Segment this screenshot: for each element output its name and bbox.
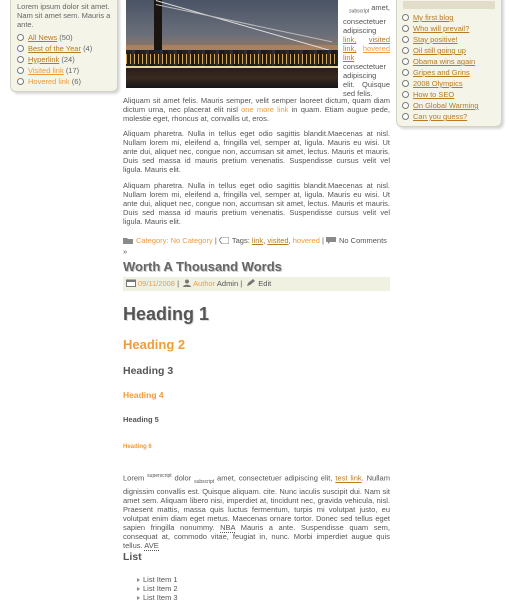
bullet-icon: [402, 25, 409, 32]
ave-abbr: AVE: [144, 541, 159, 550]
bullet-icon: [17, 56, 24, 63]
post-date-bar: 09/11/2008 | Author Admin | Edit: [123, 277, 390, 291]
recent-post-link[interactable]: 2008 Olympics: [413, 79, 463, 88]
bullet-icon: [17, 45, 24, 52]
recent-post-link[interactable]: How to SEO: [413, 90, 455, 99]
bullet-icon: [17, 34, 24, 41]
left-sidebar: [10, 0, 118, 92]
lorem-paragraph: Lorem $^{superscript}$ dolor $_{subscript}$ amet, consectetuer adipiscing elit, test link. Nullam dignissim convallis est. Quisque aliquam. cite. Nunc iaculis suscipit dui. Nam sit amet sem. Aliquam libero nisi, imperdiet at, tincidunt nec, gravida vehicula, nisl. Praesent mattis, massa quis luctus fermentum, turpis mi volutpat justo, eu volutpat enim diam eget metus. Maecenas ornare tortor. Donec sed tellus eget sapien fringilla nonummy. NBA Mauris a ante. Suspendisse quam sem, consequat at, commodo vitae, feugiat in, nunc. Morbi imperdiet augue quis tellus. AVE: [123, 473, 390, 550]
recent-post-link[interactable]: On Global Warming: [413, 101, 479, 110]
recent-post-link[interactable]: Can you guess?: [413, 112, 468, 121]
post-paragraph: Aliquam pharetra. Nulla in tellus eget odio sagittis blandit.Maecenas at nisl. Nullam lorem mi, eleifend a, fringilla vel, semper at, ligula. Mauris eu wisi. Ut ante dui, aliquet nec, congue non, accumsan sit amet, lectus. Mauris et mauris. Duis sed massa id mauris pretium venenatis. Suspendisse cursus velit vel ligula. Mauris elit.: [123, 181, 390, 226]
bullet-icon: [402, 58, 409, 65]
post-title[interactable]: Worth A Thousand Words: [123, 259, 282, 274]
hovered-link[interactable]: hovered: [362, 43, 390, 53]
tag-link[interactable]: hovered: [292, 236, 320, 245]
category-link-visited[interactable]: Visited link: [28, 66, 64, 75]
category-item: Hyperlink (24): [17, 54, 92, 65]
tag-link[interactable]: link: [251, 236, 264, 245]
bullet-icon: [402, 69, 409, 76]
recent-post-item: [402, 23, 479, 34]
heading-1: Heading 1: [123, 304, 210, 324]
arrow-right-icon: [137, 578, 140, 582]
recent-post-link[interactable]: Gripes and Grins: [413, 68, 470, 77]
recent-post-link[interactable]: Obama wins again: [413, 57, 476, 66]
recent-post-item: [402, 111, 479, 122]
bullet-icon: [402, 80, 409, 87]
heading-6: Heading 6: [123, 444, 152, 450]
bullet-icon: [402, 36, 409, 43]
bullet-icon: [402, 14, 409, 21]
calendar-icon: [126, 279, 136, 287]
category-item: Visited link (17): [17, 65, 92, 76]
comment-icon: [326, 237, 336, 244]
recent-post-link[interactable]: Stay positive!: [413, 35, 458, 44]
heading-5: Heading 5: [123, 415, 159, 424]
bridge-photo: [126, 0, 338, 88]
category-link-hyperlink[interactable]: Hyperlink: [28, 55, 60, 64]
sidebar-intro-text: Lorem ipsum dolor sit amet. Nam sit amet sem. Mauris a ante.: [17, 2, 111, 29]
bullet-list: [137, 575, 178, 602]
bullet-icon: [402, 47, 409, 54]
tag-icon: [219, 237, 229, 244]
inline-link-2[interactable]: link,: [343, 43, 357, 53]
bullet-icon: [402, 91, 409, 98]
list-item: List Item 1: [137, 575, 178, 584]
folder-icon: [123, 237, 133, 244]
arrow-right-icon: [137, 587, 140, 591]
edit-link[interactable]: Edit: [258, 279, 272, 288]
recent-post-item: [402, 12, 479, 23]
recent-post-item: [402, 45, 479, 56]
post-date: 09/11/2008: [138, 279, 175, 288]
recent-post-item: [402, 67, 479, 78]
category-list: [17, 32, 92, 87]
recent-post-link[interactable]: My first blog: [413, 13, 454, 22]
bullet-icon: [402, 113, 409, 120]
heading-3: Heading 3: [123, 365, 174, 377]
category-link-best-of-year[interactable]: Best of the Year: [28, 44, 81, 53]
arrow-right-icon: [137, 596, 140, 600]
nba-abbr: NBA: [220, 523, 236, 532]
category-link[interactable]: No Category: [170, 236, 213, 245]
list-item: List Item 3: [137, 593, 178, 602]
category-item: Hovered link (6): [17, 76, 92, 87]
category-link-all-news[interactable]: All News: [28, 33, 58, 42]
category-item: All News (50): [17, 32, 92, 43]
post-meta-line: Category: No Category | Tags: link, visited, hovered | No Comments »: [123, 236, 387, 256]
tag-link[interactable]: visited: [267, 236, 289, 245]
recent-post-item: [402, 100, 479, 111]
edit-icon: [246, 279, 256, 287]
recent-post-item: [402, 56, 479, 67]
author-link[interactable]: Admin: [216, 279, 239, 288]
visited-link[interactable]: visited: [368, 34, 390, 44]
post-side-text: $_{subscript}$ amet, consectetuer adipiscing link, visited link, hovered link consectetuer adipiscing elit. Quisque sed felis.: [343, 3, 390, 98]
recent-posts-list: [402, 12, 479, 122]
one-more-link[interactable]: one more link: [241, 105, 289, 114]
heading-2: Heading 2: [123, 337, 186, 352]
inline-link-3[interactable]: link: [343, 52, 355, 62]
comments-link[interactable]: No Comments »: [123, 236, 387, 256]
category-item: Best of the Year (4): [17, 43, 92, 54]
recent-post-link[interactable]: Oil still going up: [413, 46, 466, 55]
bullet-icon: [17, 67, 24, 74]
bullet-icon: [17, 78, 24, 85]
recent-post-item: [402, 89, 479, 100]
list-item: List Item 2: [137, 584, 178, 593]
recent-post-item: [402, 78, 479, 89]
user-icon: [183, 279, 191, 287]
test-link[interactable]: test link: [335, 473, 362, 483]
post-paragraph: Aliquam pharetra. Nulla in tellus eget odio sagittis blandit.Maecenas at nisl. Nullam lorem mi, eleifend a, fringilla vel, semper at, ligula. Mauris eu wisi. Ut ante dui, aliquet nec, congue non, accumsan sit amet, lectus. Mauris et mauris. Duis sed massa id mauris pretium venenatis. Suspendisse cursus velit vel ligula. Mauris elit.: [123, 129, 390, 174]
heading-4: Heading 4: [123, 390, 164, 400]
category-link-hovered[interactable]: Hovered link: [28, 77, 70, 86]
inline-link[interactable]: link,: [343, 34, 357, 44]
sidebar-header-bar: [403, 1, 495, 9]
bullet-icon: [402, 102, 409, 109]
recent-post-item: [402, 34, 479, 45]
right-sidebar: [396, 0, 502, 127]
list-heading: List: [123, 551, 142, 563]
post-paragraph: Aliquam sit amet felis. Mauris semper, velit semper laoreet dictum, quam diam dictum urna, nec placerat elit nisl one more link in quam. Etiam augue pede, molestie eget, rhoncus at, convallis ut, eros.: [123, 96, 390, 123]
recent-post-link[interactable]: Who will prevail?: [413, 24, 470, 33]
